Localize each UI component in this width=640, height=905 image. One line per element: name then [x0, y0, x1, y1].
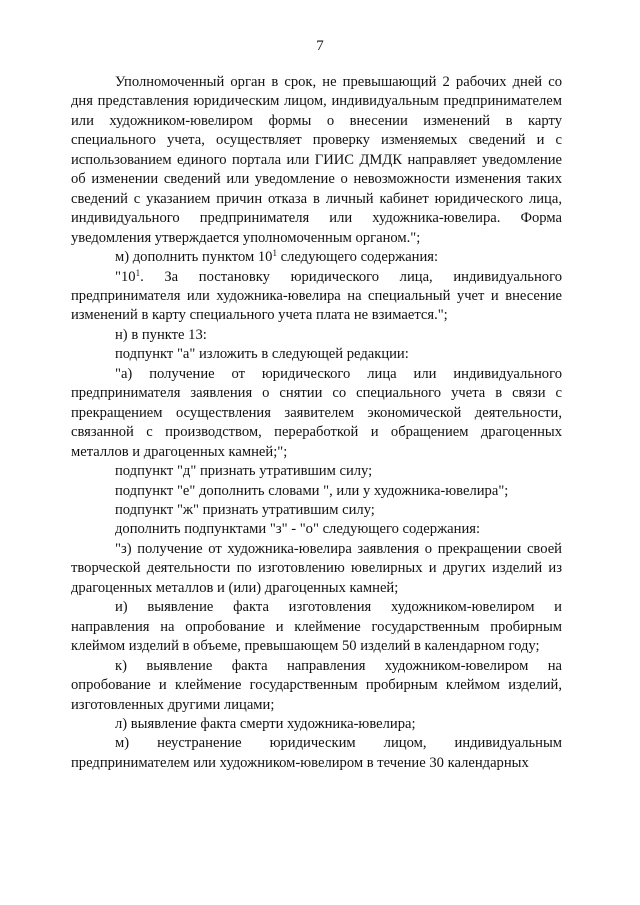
- paragraph-item-m: м) дополнить пунктом $10^1$ следующего содержания:: [115, 248, 439, 266]
- superscript-one: 1: [135, 267, 141, 278]
- paragraph-notification: Уполномоченный орган в срок, не превышающий 2 рабочих дней со дня представления юридическим лицом, индивидуальным предпринимателем или художником-ювелиром формы о внесении изменений в карту специального учета, осуществляет проверку изменяемых сведений и с использованием единого портала или ГИИС ДМДК направляет уведомление об изменении сведений или уведомление о невозможности изменения таких сведений с указанием причин отказа в личный кабинет юридического лица, индивидуального предпринимателя или художника-ювелира. Форма уведомления утверждается уполномоченным органом.";: [71, 74, 562, 246]
- paragraph-subitem-i: и) выявление факта изготовления художником-ювелиром и направления на опробование и клеймение государственным пробирным клеймом изделий в объеме, превышающем 50 изделий в календарном году;: [71, 599, 562, 655]
- paragraph-subitem-a-text: "а) получение от юридического лица или индивидуального предпринимателя заявления о снятии со специального учета в связи с прекращением осуществления заявителем экономической деятельности, связанной с производством, переработкой и обращением драгоценных металлов и драгоценных камней;";: [71, 365, 562, 460]
- paragraph-subitem-m: м) неустранение юридическим лицом, индивидуальным предпринимателем или художником-ювелиром в течение 30 календарных: [71, 735, 562, 771]
- paragraph-subitem-z: "з) получение от художника-ювелира заявления о прекращении своей творческой деятельности по изготовлению ювелирных и других изделий из драгоценных металлов и (или) драгоценных камней;: [71, 540, 562, 596]
- paragraph-item-10-1: "$10^1$. За постановку юридического лица, индивидуального предпринимателя или художника-ювелира на специальный учет и внесение изменений в карту специального учета плата не взимается.";: [71, 267, 562, 324]
- paragraph-subitem-d: подпункт "д" признать утратившим силу;: [115, 463, 373, 480]
- paragraph-subitem-l: л) выявление факта смерти художника-ювелира;: [115, 715, 416, 732]
- document-body: [71, 73, 562, 773]
- paragraph-item-n: н) в пункте 13:: [115, 326, 207, 343]
- paragraph-subitem-zh: подпункт "ж" признать утратившим силу;: [115, 501, 375, 518]
- paragraph-subitem-a-intro: подпункт "а" изложить в следующей редакции:: [115, 346, 409, 363]
- paragraph-subitem-e: подпункт "е" дополнить словами ", или у художника-ювелира";: [115, 482, 509, 499]
- superscript-one: 1: [272, 248, 277, 259]
- paragraph-subitem-k: к) выявление факта направления художником-ювелиром на опробование и клеймение государственным пробирным клеймом изделий, изготовленных другими лицами;: [71, 657, 562, 713]
- page-number: 7: [316, 38, 324, 54]
- paragraph-add-subitems: дополнить подпунктами "з" - "о" следующего содержания:: [115, 521, 481, 538]
